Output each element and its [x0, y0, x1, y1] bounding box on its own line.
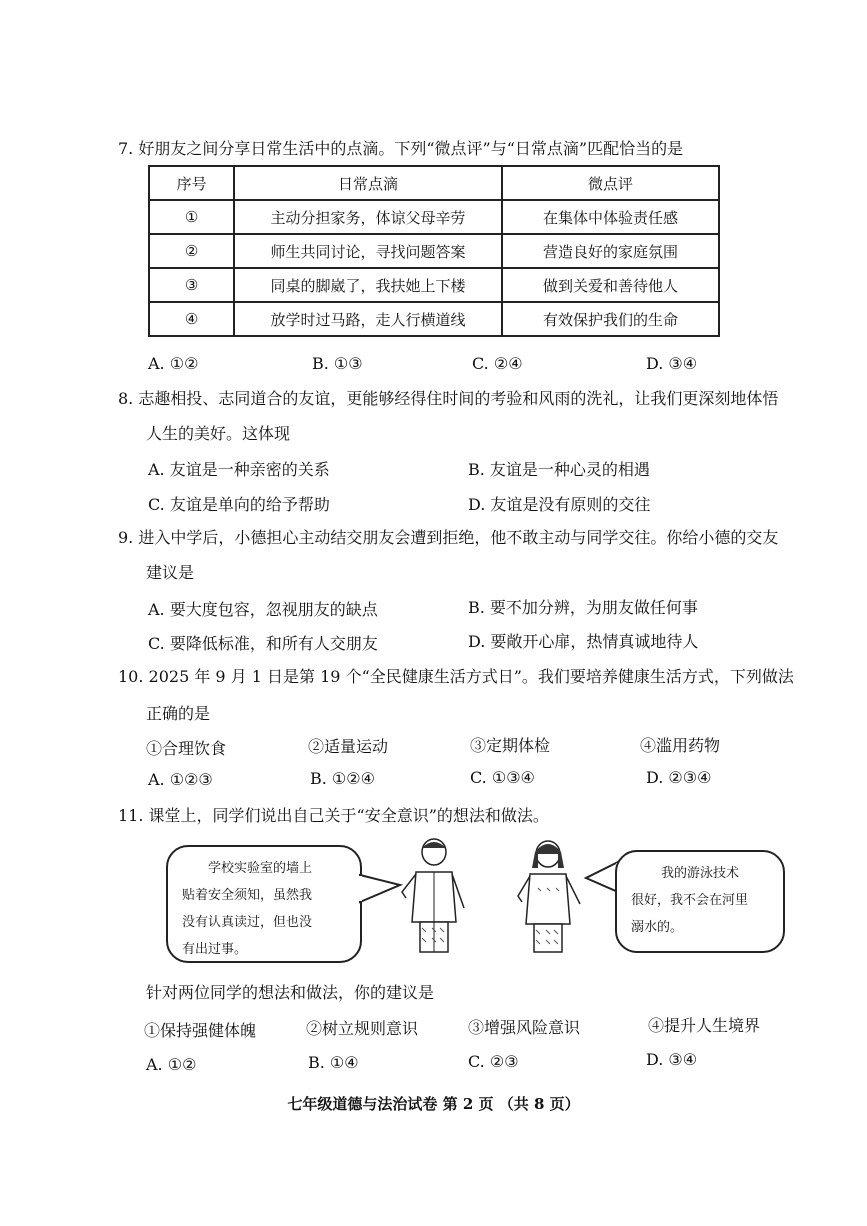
table-cell: ②: [149, 234, 234, 268]
q11-item-3: ③增强风险意识: [468, 1018, 581, 1037]
girl-student-illustration: [508, 838, 592, 954]
q10-option-b: B. ①②④: [310, 769, 375, 788]
q11-stem: 11. 课堂上，同学们说出自己关于“安全意识”的想法和做法。: [118, 806, 549, 825]
q11-item-4: ④提升人生境界: [648, 1016, 761, 1035]
table-row: [149, 268, 719, 302]
table-cell: 营造良好的家庭氛围: [502, 234, 719, 268]
table-cell: 同桌的脚崴了，我扶她上下楼: [234, 268, 502, 302]
bubble-left-line: 贴着安全须知，虽然我: [182, 888, 313, 903]
q8-option-c: C. 友谊是单向的给予帮助: [148, 495, 330, 514]
q7-stem: 7. 好朋友之间分享日常生活中的点滴。下列“微点评”与“日常点滴”匹配恰当的是: [118, 139, 684, 158]
q11-option-c: C. ②③: [468, 1052, 519, 1071]
q7-option-d: D. ③④: [646, 354, 698, 373]
table-row: [149, 234, 719, 268]
q9-stem-line1: 9. 进入中学后，小德担心主动结交朋友会遭到拒绝，他不敢主动与同学交往。你给小德的交友: [118, 528, 779, 547]
table-header-cell: 序号: [149, 166, 234, 200]
q11-prompt: 针对两位同学的想法和做法，你的建议是: [146, 983, 435, 1002]
bubble-right-line: 很好，我不会在河里: [631, 893, 749, 908]
table-cell: ①: [149, 200, 234, 234]
table-cell: 有效保护我们的生命: [502, 302, 719, 336]
q8-stem-line2: 人生的美好。这体现: [146, 424, 291, 443]
q10-option-c: C. ①③④: [470, 768, 535, 787]
table-header-row: [149, 166, 719, 200]
q8-option-d: D. 友谊是没有原则的交往: [468, 495, 651, 514]
q7-option-a: A. ①②: [148, 354, 199, 373]
q9-option-b: B. 要不加分辨，为朋友做任何事: [468, 598, 698, 617]
q10-option-d: D. ②③④: [646, 768, 712, 787]
bubble-left-line: 没有认真读过，但也没: [182, 915, 313, 930]
table-row: [149, 302, 719, 336]
table-cell: 主动分担家务，体谅父母辛劳: [234, 200, 502, 234]
table-header-cell: 日常点滴: [234, 166, 502, 200]
table-cell: 师生共同讨论，寻找问题答案: [234, 234, 502, 268]
speech-bubble-left: [166, 845, 362, 963]
q10-stem-line1: 10. 2025 年 9 月 1 日是第 19 个“全民健康生活方式日”。我们要培养健康生活方式，下列做法: [118, 667, 794, 686]
q8-option-a: A. 友谊是一种亲密的关系: [148, 460, 330, 479]
q9-option-c: C. 要降低标准，和所有人交朋友: [148, 634, 378, 653]
bubble-left-line: 有出过事。: [182, 942, 248, 957]
q7-option-c: C. ②④: [472, 354, 523, 373]
q10-item-1: ①合理饮食: [146, 739, 227, 758]
table-cell: 在集体中体验责任感: [502, 200, 719, 234]
bubble-left-line: 学校实验室的墙上: [208, 861, 313, 876]
q10-option-a: A. ①②③: [148, 770, 213, 789]
bubble-right-line: 我的游泳技术: [661, 866, 740, 881]
table-cell: ④: [149, 302, 234, 336]
page-footer: 七年级道德与法治试卷 第 2 页 （共 8 页）: [287, 1095, 580, 1113]
q9-option-d: D. 要敞开心扉，热情真诚地待人: [468, 632, 699, 651]
bubble-right-line: 溺水的。: [631, 920, 684, 935]
speech-bubble-right: [615, 850, 785, 953]
q8-stem-line1: 8. 志趣相投、志同道合的友谊，更能够经得住时间的考验和风雨的洗礼，让我们更深刻地体悟: [118, 389, 779, 408]
q11-option-d: D. ③④: [646, 1050, 698, 1069]
table-cell: ③: [149, 268, 234, 302]
table-header-cell: 微点评: [502, 166, 719, 200]
q11-item-2: ②树立规则意识: [306, 1019, 419, 1038]
q7-option-b: B. ①③: [312, 354, 363, 373]
q8-option-b: B. 友谊是一种心灵的相遇: [468, 460, 650, 479]
boy-student-illustration: [394, 838, 474, 954]
q11-option-b: B. ①④: [308, 1053, 359, 1072]
q10-item-3: ③定期体检: [470, 736, 551, 755]
q7-table: [148, 165, 720, 337]
q10-stem-line2: 正确的是: [146, 704, 211, 723]
q9-option-a: A. 要大度包容，忽视朋友的缺点: [148, 600, 378, 619]
table-cell: 放学时过马路，走人行横道线: [234, 302, 502, 336]
q10-item-4: ④滥用药物: [640, 736, 721, 755]
table-row: [149, 200, 719, 234]
q10-item-2: ②适量运动: [308, 737, 389, 756]
q11-option-a: A. ①②: [146, 1055, 197, 1074]
q11-item-1: ①保持强健体魄: [144, 1021, 257, 1040]
table-cell: 做到关爱和善待他人: [502, 268, 719, 302]
q9-stem-line2: 建议是: [146, 563, 195, 582]
